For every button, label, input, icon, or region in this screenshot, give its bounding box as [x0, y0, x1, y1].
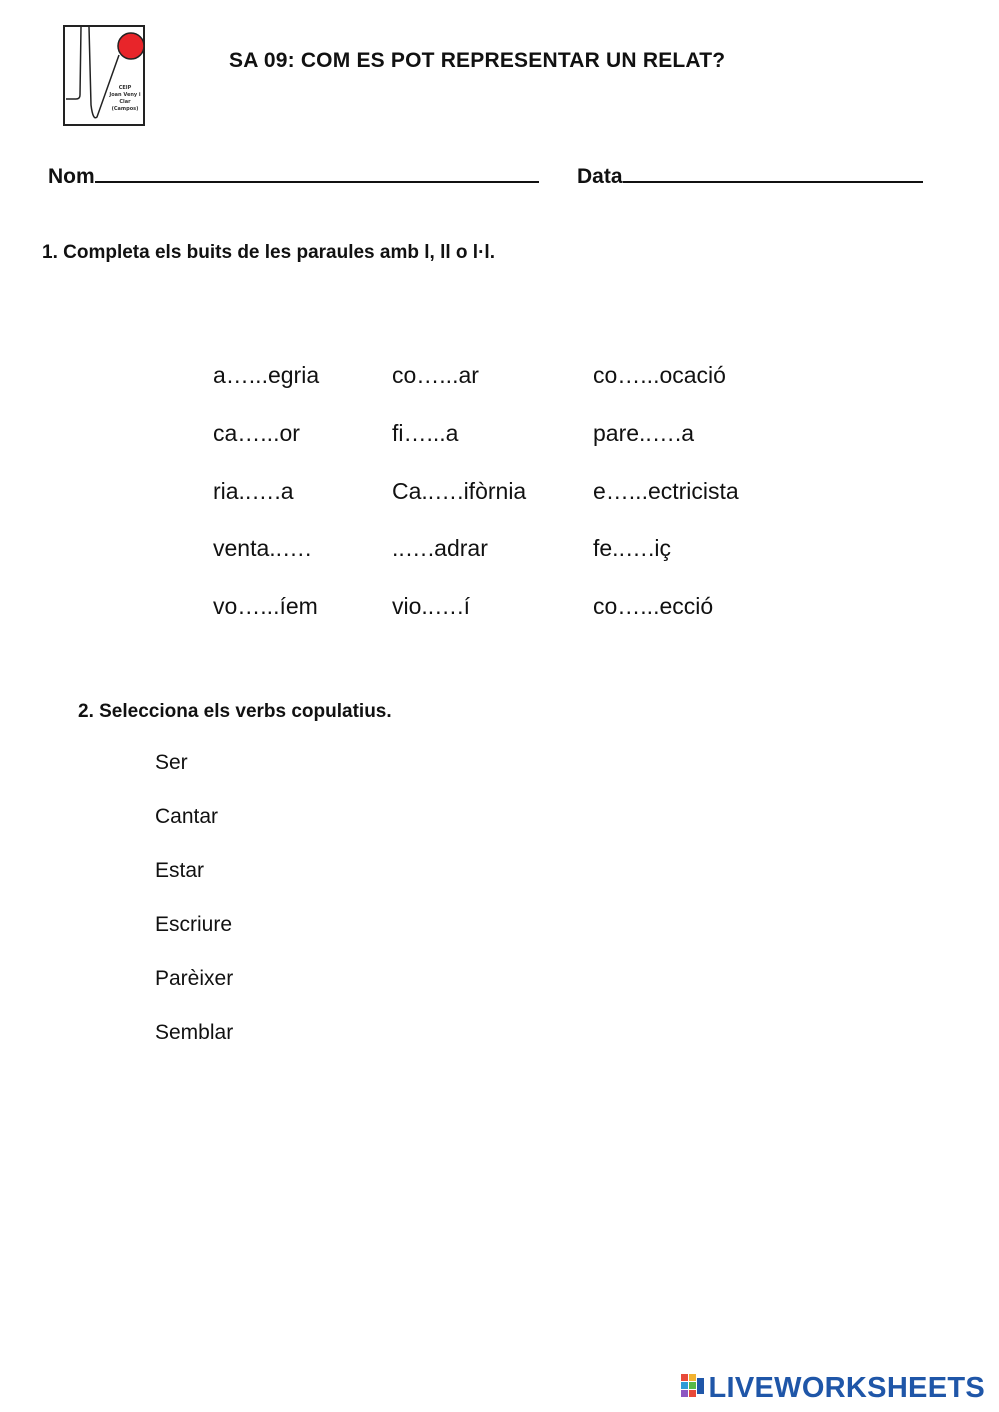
word-item[interactable]: co…...ecció [593, 593, 714, 619]
word-item[interactable]: pare..….a [593, 420, 694, 446]
word-item[interactable]: co…...ar [392, 362, 479, 388]
name-line[interactable] [95, 161, 539, 183]
word-item[interactable]: co…...ocació [593, 362, 726, 388]
word-item[interactable]: vo…...íem [213, 593, 318, 619]
word-item[interactable]: a…...egria [213, 362, 320, 388]
verb-option[interactable]: Estar [155, 859, 205, 882]
word-item[interactable]: vio..….í [392, 593, 470, 619]
word-item[interactable]: ria..….a [213, 478, 294, 504]
verb-option[interactable]: Ser [155, 751, 188, 774]
school-logo [63, 25, 145, 126]
word-item[interactable]: ..….adrar [392, 535, 488, 561]
verb-option[interactable]: Escriure [155, 913, 233, 936]
word-item[interactable]: Ca..….ifòrnia [392, 478, 527, 504]
exercise2-instruction: 2. Selecciona els verbs copulatius. [78, 701, 392, 722]
word-item[interactable]: venta..…. [213, 535, 312, 561]
word-item[interactable]: ca…...or [213, 420, 300, 446]
word-item[interactable]: fi…...a [392, 420, 459, 446]
word-item[interactable]: e…...ectricista [593, 478, 739, 504]
verb-option[interactable]: Cantar [155, 805, 219, 828]
date-label: Data [577, 165, 623, 188]
worksheet-title: SA 09: COM ES POT REPRESENTAR UN RELAT? [229, 49, 726, 72]
verb-option[interactable]: Semblar [155, 1021, 234, 1044]
liveworksheets-logo-icon [681, 1374, 705, 1403]
logo-text-line: (Campos) [111, 106, 139, 112]
liveworksheets-brand [681, 1372, 986, 1404]
logo-text-line: CEIP [118, 85, 132, 91]
name-field[interactable] [48, 161, 539, 189]
logo-text-line: Clar [119, 99, 131, 105]
brand-text: LIVEWORKSHEETS [708, 1371, 985, 1404]
exercise1-instruction: 1. Completa els buits de les paraules amb l, ll o l·l. [42, 242, 495, 263]
word-item[interactable]: fe..….iç [593, 535, 671, 561]
name-label: Nom [48, 165, 95, 188]
date-field[interactable] [577, 161, 923, 189]
logo-text-line: Joan Veny i [109, 92, 141, 98]
date-line[interactable] [623, 161, 923, 183]
verb-option[interactable]: Parèixer [155, 967, 234, 990]
